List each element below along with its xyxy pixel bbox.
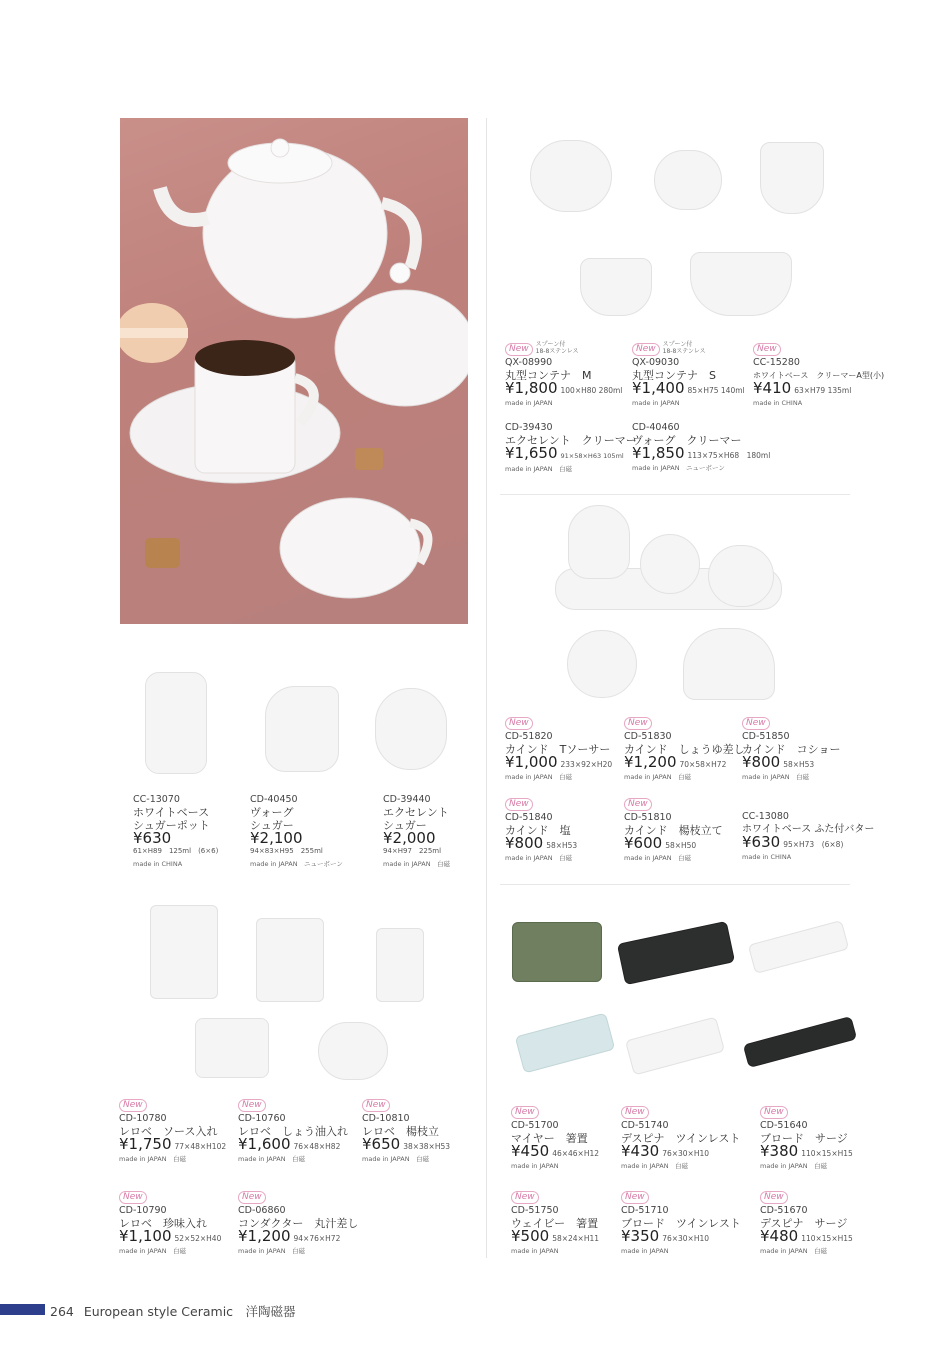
product-origin: made in JAPAN 白磁 [362, 1155, 430, 1163]
product-origin: made in JAPAN [511, 1162, 559, 1170]
product-name: 丸型コンテナ M [505, 369, 592, 382]
product-origin: made in JAPAN 白磁 [119, 1155, 187, 1163]
product-cd10810 [362, 1097, 480, 1166]
product-cd39430 [505, 421, 637, 476]
product-name: レロベ 楊枝立 [362, 1125, 439, 1138]
product-name: カインド しょうゆ差し [624, 743, 745, 756]
product-dimensions: 38×38×H53 [403, 1142, 451, 1151]
product-cd51710 [621, 1189, 739, 1258]
product-origin: made in JAPAN 白磁 [624, 773, 692, 781]
new-badge: New [511, 1106, 539, 1119]
sauce-pot-image [150, 905, 218, 999]
product-cc13070 [133, 793, 243, 871]
footer-bar [0, 1304, 45, 1315]
product-origin: made in JAPAN 白磁 [624, 854, 692, 862]
product-code: CC-13080 [742, 811, 789, 822]
product-cd51850 [742, 715, 860, 784]
product-dimensions: 85×H75 140ml [687, 386, 745, 395]
product-origin: made in JAPAN 白磁 [119, 1247, 187, 1255]
product-code: CD-39440 [383, 794, 431, 805]
hero-photo [120, 118, 468, 624]
container-m-image [530, 140, 612, 212]
product-name: エクセレント シュガー [383, 806, 449, 832]
butter-dish-image [683, 628, 775, 700]
product-name: デスピナ サージ [760, 1217, 848, 1230]
product-code: CD-51750 [511, 1205, 559, 1216]
new-badge: New [624, 798, 652, 811]
product-dimensions: 61×H89 125ml (6×6) [133, 847, 219, 855]
product-price: ¥630 [742, 833, 781, 851]
product-code: CD-10810 [362, 1113, 410, 1124]
product-dimensions: 52×52×H40 [174, 1234, 222, 1243]
product-cd51830 [624, 715, 745, 784]
product-dimensions: 77×48×H102 [174, 1142, 227, 1151]
product-origin: made in JAPAN 白磁 [238, 1155, 306, 1163]
product-cd39440 [383, 793, 483, 871]
product-name: デスピナ ツインレスト [621, 1132, 741, 1145]
product-price: ¥500 [511, 1227, 550, 1245]
product-cd06860 [238, 1189, 359, 1258]
product-origin: made in JAPAN [511, 1247, 559, 1255]
product-price: ¥350 [621, 1227, 660, 1245]
product-cd51840 [505, 796, 623, 865]
product-name: カインド Tソーサー [505, 743, 611, 756]
product-name: 丸型コンテナ S [632, 369, 716, 382]
product-cd10760 [238, 1097, 356, 1166]
product-dimensions: 58×24×H11 [552, 1234, 600, 1243]
tea-set-illustration [120, 118, 468, 624]
product-price: ¥1,850 [632, 444, 685, 462]
despina-surge-image [743, 1016, 857, 1068]
new-badge: New [238, 1099, 266, 1112]
product-price: ¥1,650 [505, 444, 558, 462]
product-name: カインド 塩 [505, 824, 571, 837]
product-price: ¥380 [760, 1142, 799, 1160]
product-cc15280 [753, 341, 885, 410]
product-price: ¥650 [362, 1135, 401, 1153]
product-dimensions: 113×75×H68 180ml [687, 451, 771, 460]
product-name: レロベ しょう油入れ [238, 1125, 348, 1138]
page-number: 264 [50, 1304, 74, 1319]
product-price: ¥480 [760, 1227, 799, 1245]
product-origin: made in JAPAN 白磁 [742, 773, 810, 781]
product-price: ¥800 [742, 753, 781, 771]
product-dimensions: 233×92×H20 [560, 760, 613, 769]
product-name: エクセレント クリーマー [505, 434, 637, 447]
product-code: CD-51850 [742, 731, 790, 742]
product-dimensions: 46×46×H12 [552, 1149, 600, 1158]
product-origin: made in JAPAN [505, 399, 553, 407]
product-code: CD-10780 [119, 1113, 167, 1124]
new-badge: New [119, 1099, 147, 1112]
product-cd51820 [505, 715, 623, 784]
new-badge: New [742, 717, 770, 730]
product-code: QX-09030 [632, 357, 680, 368]
product-dimensions: 95×H73 (6×8) [783, 840, 844, 849]
product-code: CD-51640 [760, 1120, 808, 1131]
new-badge: New [505, 717, 533, 730]
product-name: カインド コショー [742, 743, 841, 756]
product-price: ¥1,750 [119, 1135, 172, 1153]
section-divider [500, 494, 850, 495]
product-price: ¥800 [505, 834, 544, 852]
product-price: ¥1,000 [505, 753, 558, 771]
product-name: ブロード サージ [760, 1132, 848, 1145]
product-code: CD-51710 [621, 1205, 669, 1216]
product-name: ブロード ツインレスト [621, 1217, 741, 1230]
pepper-shaker-image [708, 545, 774, 607]
product-price: ¥1,200 [624, 753, 677, 771]
new-badge: New [621, 1106, 649, 1119]
product-dimensions: 110×15×H15 [801, 1149, 853, 1158]
new-badge: New [624, 717, 652, 730]
product-origin: made in JAPAN 白磁 [505, 465, 573, 473]
product-dimensions: 94×83×H95 255ml [250, 847, 323, 855]
product-cc13080 [742, 810, 875, 864]
product-qx09030 [632, 341, 762, 410]
product-qx08990 [505, 341, 635, 410]
product-dimensions: 94×76×H72 [293, 1234, 341, 1243]
excellent-creamer-image [580, 258, 652, 316]
product-price: ¥1,400 [632, 379, 685, 397]
new-badge: New [511, 1191, 539, 1204]
new-badge: New [760, 1191, 788, 1204]
product-price: ¥430 [621, 1142, 660, 1160]
new-badge: New [621, 1191, 649, 1204]
product-dimensions: 58×H53 [783, 760, 815, 769]
product-price: ¥2,100 [250, 829, 303, 847]
product-price: ¥1,600 [238, 1135, 291, 1153]
product-name: レロベ ソース入れ [119, 1125, 218, 1138]
product-dimensions: 63×H79 135ml [794, 386, 852, 395]
product-code: CD-06860 [238, 1205, 286, 1216]
product-origin: made in JAPAN [621, 1247, 669, 1255]
product-code: CD-51740 [621, 1120, 669, 1131]
broad-surge-image [748, 920, 849, 974]
product-code: CD-51830 [624, 731, 672, 742]
product-name: マイヤー 箸置 [511, 1132, 588, 1145]
product-dimensions: 76×30×H10 [662, 1234, 710, 1243]
product-cd10780 [119, 1097, 237, 1166]
product-name: ウェイビー 箸置 [511, 1217, 599, 1230]
product-code: CD-51820 [505, 731, 553, 742]
product-code: CD-10790 [119, 1205, 167, 1216]
soy-dispenser-image [568, 505, 630, 579]
product-cd51740 [621, 1104, 739, 1173]
product-price: ¥1,200 [238, 1227, 291, 1245]
section-divider [500, 884, 850, 885]
sugar-pot-image [145, 672, 207, 774]
product-price: ¥450 [511, 1142, 550, 1160]
product-price: ¥600 [624, 834, 663, 852]
new-badge: New [753, 343, 781, 356]
product-code: CD-40460 [632, 422, 680, 433]
product-code: CD-51810 [624, 812, 672, 823]
product-cd51810 [624, 796, 742, 865]
vogue-creamer-image [690, 252, 792, 316]
product-origin: made in JAPAN 白磁 [760, 1162, 828, 1170]
product-cd40460 [632, 421, 772, 475]
product-origin: made in CHINA [742, 853, 792, 861]
round-pitcher-image [318, 1022, 388, 1080]
container-s-image [654, 150, 722, 210]
product-code: CD-51700 [511, 1120, 559, 1131]
toothpick-holder-image [376, 928, 424, 1002]
product-price: ¥630 [133, 829, 172, 847]
product-dimensions: 58×H53 [546, 841, 578, 850]
product-name: コンダクター 丸汁差し [238, 1217, 359, 1230]
product-name: ホワイトベース ふた付バター [742, 824, 875, 835]
product-origin: made in JAPAN 白磁 [383, 860, 451, 868]
product-name: ホワイトベース クリーマーA型(小) [753, 371, 885, 380]
product-origin: made in JAPAN 白磁 [621, 1162, 689, 1170]
product-cd51700 [511, 1104, 629, 1173]
creamer-a-image [760, 142, 824, 214]
excellent-sugar-image [375, 688, 447, 770]
product-origin: made in CHINA [753, 399, 803, 407]
product-name: ヴォーグ クリーマー [632, 434, 742, 447]
product-cd51640 [760, 1104, 878, 1173]
wavy-rest-image [515, 1012, 616, 1073]
vogue-sugar-image [265, 686, 339, 772]
product-code: CC-15280 [753, 357, 800, 368]
product-dimensions: 58×H50 [665, 841, 697, 850]
toothpick-stand-image [567, 630, 637, 698]
new-badge: New [632, 343, 660, 356]
footer-title: European style Ceramic 洋陶磁器 [83, 1304, 296, 1319]
soy-pot-image [256, 918, 324, 1002]
product-origin: made in JAPAN 白磁 [238, 1247, 306, 1255]
new-badge: New [505, 343, 533, 356]
product-code: CC-13070 [133, 794, 180, 805]
product-dimensions: 91×58×H63 105ml [560, 452, 624, 460]
product-cd51750 [511, 1189, 629, 1258]
broad-twin-rest-image [625, 1016, 725, 1075]
product-origin: made in JAPAN ニューボーン [632, 464, 725, 472]
product-dimensions: 70×58×H72 [679, 760, 727, 769]
product-cd51670 [760, 1189, 878, 1258]
product-code: CD-51840 [505, 812, 553, 823]
product-note: スプーン付 18-8ステンレス [535, 341, 579, 355]
despina-twin-rest-image [617, 921, 735, 985]
product-name: ホワイトベース シュガーポット [133, 806, 210, 832]
product-name: ヴォーグ シュガー [250, 806, 294, 832]
new-badge: New [505, 798, 533, 811]
product-code: QX-08990 [505, 357, 553, 368]
product-name: カインド 楊枝立て [624, 824, 723, 837]
mayer-rest-image [512, 922, 602, 982]
product-price: ¥1,800 [505, 379, 558, 397]
product-dimensions: 76×48×H82 [293, 1142, 341, 1151]
product-code: CD-39430 [505, 422, 553, 433]
product-origin: made in CHINA [133, 860, 183, 868]
product-dimensions: 76×30×H10 [662, 1149, 710, 1158]
product-origin: made in JAPAN [632, 399, 680, 407]
product-note: スプーン付 18-8ステンレス [662, 341, 706, 355]
new-badge: New [760, 1106, 788, 1119]
new-badge: New [238, 1191, 266, 1204]
product-price: ¥410 [753, 379, 792, 397]
delicacy-bowl-image [195, 1018, 269, 1078]
product-dimensions: 100×H80 280ml [560, 386, 623, 395]
salt-shaker-image [640, 534, 700, 594]
product-code: CD-40450 [250, 794, 298, 805]
product-price: ¥2,000 [383, 829, 436, 847]
product-dimensions: 94×H97 225ml [383, 847, 442, 855]
product-origin: made in JAPAN ニューボーン [250, 860, 343, 868]
product-code: CD-51670 [760, 1205, 808, 1216]
product-price: ¥1,100 [119, 1227, 172, 1245]
page-footer [50, 1302, 296, 1320]
product-code: CD-10760 [238, 1113, 286, 1124]
product-cd40450 [250, 793, 370, 871]
new-badge: New [119, 1191, 147, 1204]
product-origin: made in JAPAN 白磁 [760, 1247, 828, 1255]
column-divider [486, 118, 487, 1258]
product-cd10790 [119, 1189, 237, 1258]
product-dimensions: 110×15×H15 [801, 1234, 853, 1243]
new-badge: New [362, 1099, 390, 1112]
product-origin: made in JAPAN 白磁 [505, 854, 573, 862]
product-origin: made in JAPAN 白磁 [505, 773, 573, 781]
product-name: レロベ 珍味入れ [119, 1217, 207, 1230]
